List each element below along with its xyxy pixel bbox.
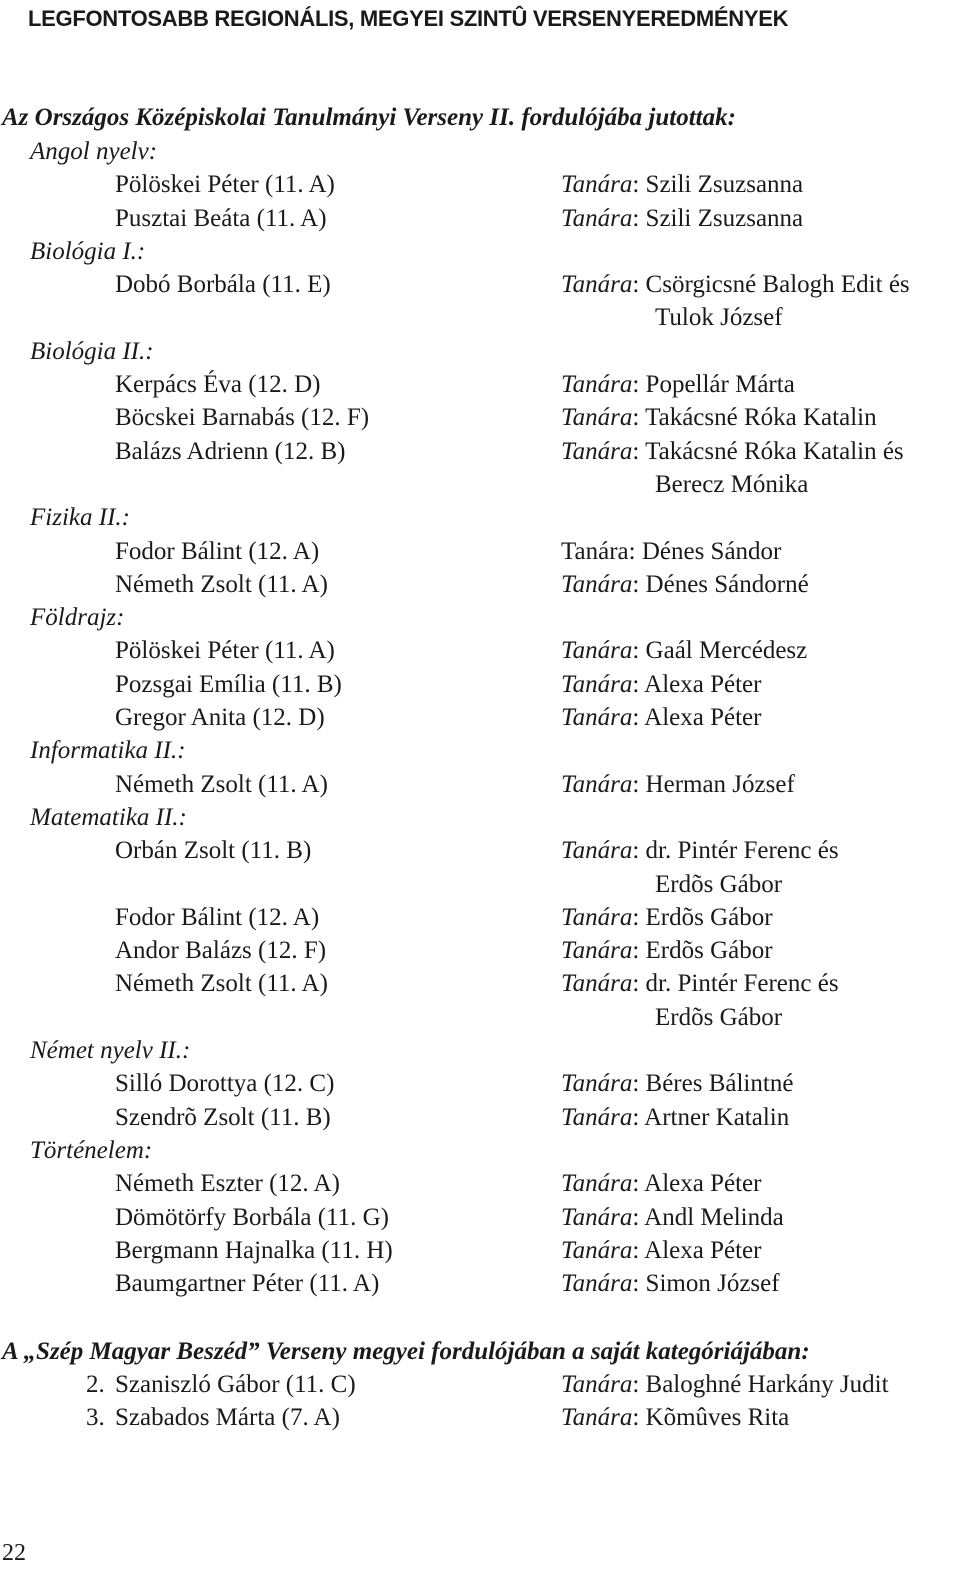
teacher-name: : Takácsné Róka Katalin és <box>632 437 904 465</box>
teacher-info <box>561 1368 889 1401</box>
teacher-name: : dr. Pintér Ferenc és <box>632 970 839 998</box>
student-name: Szabados Márta (7. A) <box>115 1404 340 1432</box>
teacher-info <box>561 1201 784 1234</box>
ranked-result-row <box>0 1401 960 1434</box>
continuation-row <box>0 301 960 334</box>
teacher-label: Tanára <box>561 1070 633 1098</box>
teacher-info <box>561 168 803 201</box>
teacher-name: : Alexa Péter <box>632 1170 762 1198</box>
student-name: Szaniszló Gábor (11. C) <box>115 1371 356 1398</box>
student-name: Pozsgai Emília (11. B) <box>115 670 342 698</box>
teacher-info <box>561 967 839 1000</box>
teacher-name: : Erdõs Gábor <box>632 903 773 931</box>
student-name: Böcskei Barnabás (12. F) <box>115 404 370 432</box>
teacher-label: Tanára <box>561 1404 633 1432</box>
teacher-info <box>561 901 773 934</box>
ranked-result-row <box>0 1368 960 1401</box>
result-row <box>0 535 960 568</box>
teacher-continuation: Erdõs Gábor <box>655 1003 783 1031</box>
subject-row <box>0 235 960 268</box>
subject-heading: Informatika II.: <box>30 737 186 765</box>
student-name: Fodor Bálint (12. A) <box>115 537 320 565</box>
teacher-label: Tanára <box>561 1236 633 1264</box>
result-row <box>0 568 960 601</box>
result-row <box>0 934 960 967</box>
teacher-label: Tanára <box>561 271 633 299</box>
teacher-continuation: Tulok József <box>655 304 783 332</box>
result-row <box>0 1201 960 1234</box>
rank-number: 3. <box>86 1404 105 1432</box>
teacher-info <box>561 634 807 667</box>
teacher-label: Tanára <box>561 670 633 698</box>
teacher-info <box>561 1067 793 1100</box>
teacher-label: Tanára <box>561 1103 633 1131</box>
page-number: 22 <box>2 1540 26 1566</box>
teacher-name: : Alexa Péter <box>632 704 762 732</box>
continuation-row <box>0 468 960 501</box>
teacher-label: Tanára <box>561 970 633 998</box>
teacher-continuation: Erdõs Gábor <box>655 870 783 898</box>
result-row <box>0 634 960 667</box>
result-row <box>0 668 960 701</box>
student-name: Andor Balázs (12. F) <box>115 937 327 965</box>
section-title-oktv: Az Országos Középiskolai Tanulmányi Verseny II. fordulójába jutottak: <box>2 104 736 131</box>
student-name: Orbán Zsolt (11. B) <box>115 837 312 865</box>
teacher-info <box>561 668 761 701</box>
teacher-info <box>561 768 795 801</box>
teacher-label: Tanára <box>561 570 633 598</box>
teacher-continuation: Berecz Mónika <box>655 470 809 498</box>
subject-heading: Biológia I.: <box>30 237 146 265</box>
student-name: Pölöskei Péter (11. A) <box>115 637 335 665</box>
subject-heading: Földrajz: <box>30 604 125 632</box>
subject-heading: Német nyelv II.: <box>30 1037 191 1065</box>
student-name: Dömötörfy Borbála (11. G) <box>115 1203 390 1231</box>
teacher-label: Tanára <box>561 171 633 199</box>
teacher-name: : Alexa Péter <box>632 1236 762 1264</box>
teacher-name: : dr. Pintér Ferenc és <box>632 837 839 865</box>
teacher-info <box>561 1401 789 1434</box>
result-row <box>0 1234 960 1267</box>
teacher-info <box>561 401 877 434</box>
teacher-label: Tanára <box>561 204 633 232</box>
teacher-info <box>561 701 761 734</box>
teacher-name: : Erdõs Gábor <box>632 937 773 965</box>
teacher-name: : Popellár Márta <box>632 371 795 399</box>
student-name: Németh Eszter (12. A) <box>115 1170 340 1198</box>
student-name: Baumgartner Péter (11. A) <box>115 1270 380 1298</box>
teacher-label: Tanára <box>561 1203 633 1231</box>
result-row <box>0 202 960 235</box>
teacher-name: : Dénes Sándor <box>628 537 782 565</box>
student-name: Pusztai Beáta (11. A) <box>115 204 327 232</box>
teacher-info <box>561 268 910 301</box>
subject-heading: Biológia II.: <box>30 337 154 365</box>
teacher-info <box>561 1101 789 1134</box>
continuation-row <box>0 1001 960 1034</box>
student-name: Pölöskei Péter (11. A) <box>115 171 335 199</box>
oktv-results-list <box>0 135 960 1300</box>
page-title: LEGFONTOSABB REGIONÁLIS, MEGYEI SZINTÛ VERSENYEREDMÉNYEK <box>28 6 789 31</box>
teacher-label: Tanára <box>561 537 629 565</box>
teacher-info <box>561 535 781 568</box>
section-title-szep-magyar-beszed: A „Szép Magyar Beszéd” Verseny megyei fordulójában a saját kategóriájában: <box>2 1338 810 1365</box>
teacher-label: Tanára <box>561 371 633 399</box>
subject-heading: Történelem: <box>30 1136 153 1164</box>
teacher-label: Tanára <box>561 437 633 465</box>
result-row <box>0 901 960 934</box>
teacher-name: : Gaál Mercédesz <box>632 637 808 665</box>
teacher-label: Tanára <box>561 837 633 865</box>
teacher-name: : Alexa Péter <box>632 670 762 698</box>
student-name: Gregor Anita (12. D) <box>115 704 325 732</box>
subject-row <box>0 601 960 634</box>
student-name: Balázs Adrienn (12. B) <box>115 437 346 465</box>
teacher-info <box>561 368 795 401</box>
teacher-label: Tanára <box>561 1371 633 1398</box>
result-row <box>0 1101 960 1134</box>
teacher-name: : Herman József <box>632 770 795 798</box>
result-row <box>0 1067 960 1100</box>
result-row <box>0 967 960 1000</box>
teacher-name: : Baloghné Harkány Judit <box>632 1371 889 1398</box>
teacher-label: Tanára <box>561 404 633 432</box>
student-name: Bergmann Hajnalka (11. H) <box>115 1236 393 1264</box>
teacher-label: Tanára <box>561 1270 633 1298</box>
teacher-label: Tanára <box>561 770 633 798</box>
result-row <box>0 401 960 434</box>
subject-row <box>0 501 960 534</box>
teacher-label: Tanára <box>561 937 633 965</box>
result-row <box>0 834 960 867</box>
result-row <box>0 1267 960 1300</box>
teacher-label: Tanára <box>561 903 633 931</box>
teacher-name: : Dénes Sándorné <box>632 570 809 598</box>
teacher-info <box>561 202 803 235</box>
subject-heading: Fizika II.: <box>30 504 130 532</box>
subject-row <box>0 734 960 767</box>
teacher-name: : Szili Zsuzsanna <box>632 204 804 232</box>
student-name: Szendrõ Zsolt (11. B) <box>115 1103 331 1131</box>
result-row <box>0 268 960 301</box>
student-name: Németh Zsolt (11. A) <box>115 970 328 998</box>
student-name: Németh Zsolt (11. A) <box>115 570 328 598</box>
teacher-name: : Csörgicsné Balogh Edit és <box>632 271 910 299</box>
teacher-info <box>561 568 809 601</box>
result-row <box>0 435 960 468</box>
teacher-info <box>561 834 839 867</box>
teacher-name: : Artner Katalin <box>632 1103 790 1131</box>
result-row <box>0 168 960 201</box>
result-row <box>0 368 960 401</box>
subject-row <box>0 335 960 368</box>
teacher-name: : Simon József <box>632 1270 780 1298</box>
subject-row <box>0 1134 960 1167</box>
student-name: Dobó Borbála (11. E) <box>115 271 331 299</box>
subject-heading: Matematika II.: <box>30 803 187 831</box>
teacher-info <box>561 934 773 967</box>
teacher-name: : Andl Melinda <box>632 1203 784 1231</box>
teacher-name: : Béres Bálintné <box>632 1070 794 1098</box>
teacher-info <box>561 1234 761 1267</box>
teacher-label: Tanára <box>561 637 633 665</box>
szep-magyar-beszed-results-list <box>0 1368 960 1435</box>
rank-number: 2. <box>86 1371 105 1398</box>
teacher-label: Tanára <box>561 704 633 732</box>
continuation-row <box>0 868 960 901</box>
teacher-name: : Kõmûves Rita <box>632 1404 790 1432</box>
student-name: Németh Zsolt (11. A) <box>115 770 328 798</box>
subject-row <box>0 801 960 834</box>
student-name: Kerpács Éva (12. D) <box>115 371 321 399</box>
teacher-info <box>561 1267 780 1300</box>
subject-heading: Angol nyelv: <box>30 138 158 165</box>
student-name: Silló Dorottya (12. C) <box>115 1070 335 1098</box>
teacher-name: : Takácsné Róka Katalin <box>632 404 877 432</box>
subject-row <box>0 135 960 168</box>
teacher-info <box>561 1167 761 1200</box>
result-row <box>0 701 960 734</box>
result-row <box>0 768 960 801</box>
subject-row <box>0 1034 960 1067</box>
teacher-name: : Szili Zsuzsanna <box>632 171 804 199</box>
student-name: Fodor Bálint (12. A) <box>115 903 320 931</box>
result-row <box>0 1167 960 1200</box>
teacher-info <box>561 435 904 468</box>
teacher-label: Tanára <box>561 1170 633 1198</box>
